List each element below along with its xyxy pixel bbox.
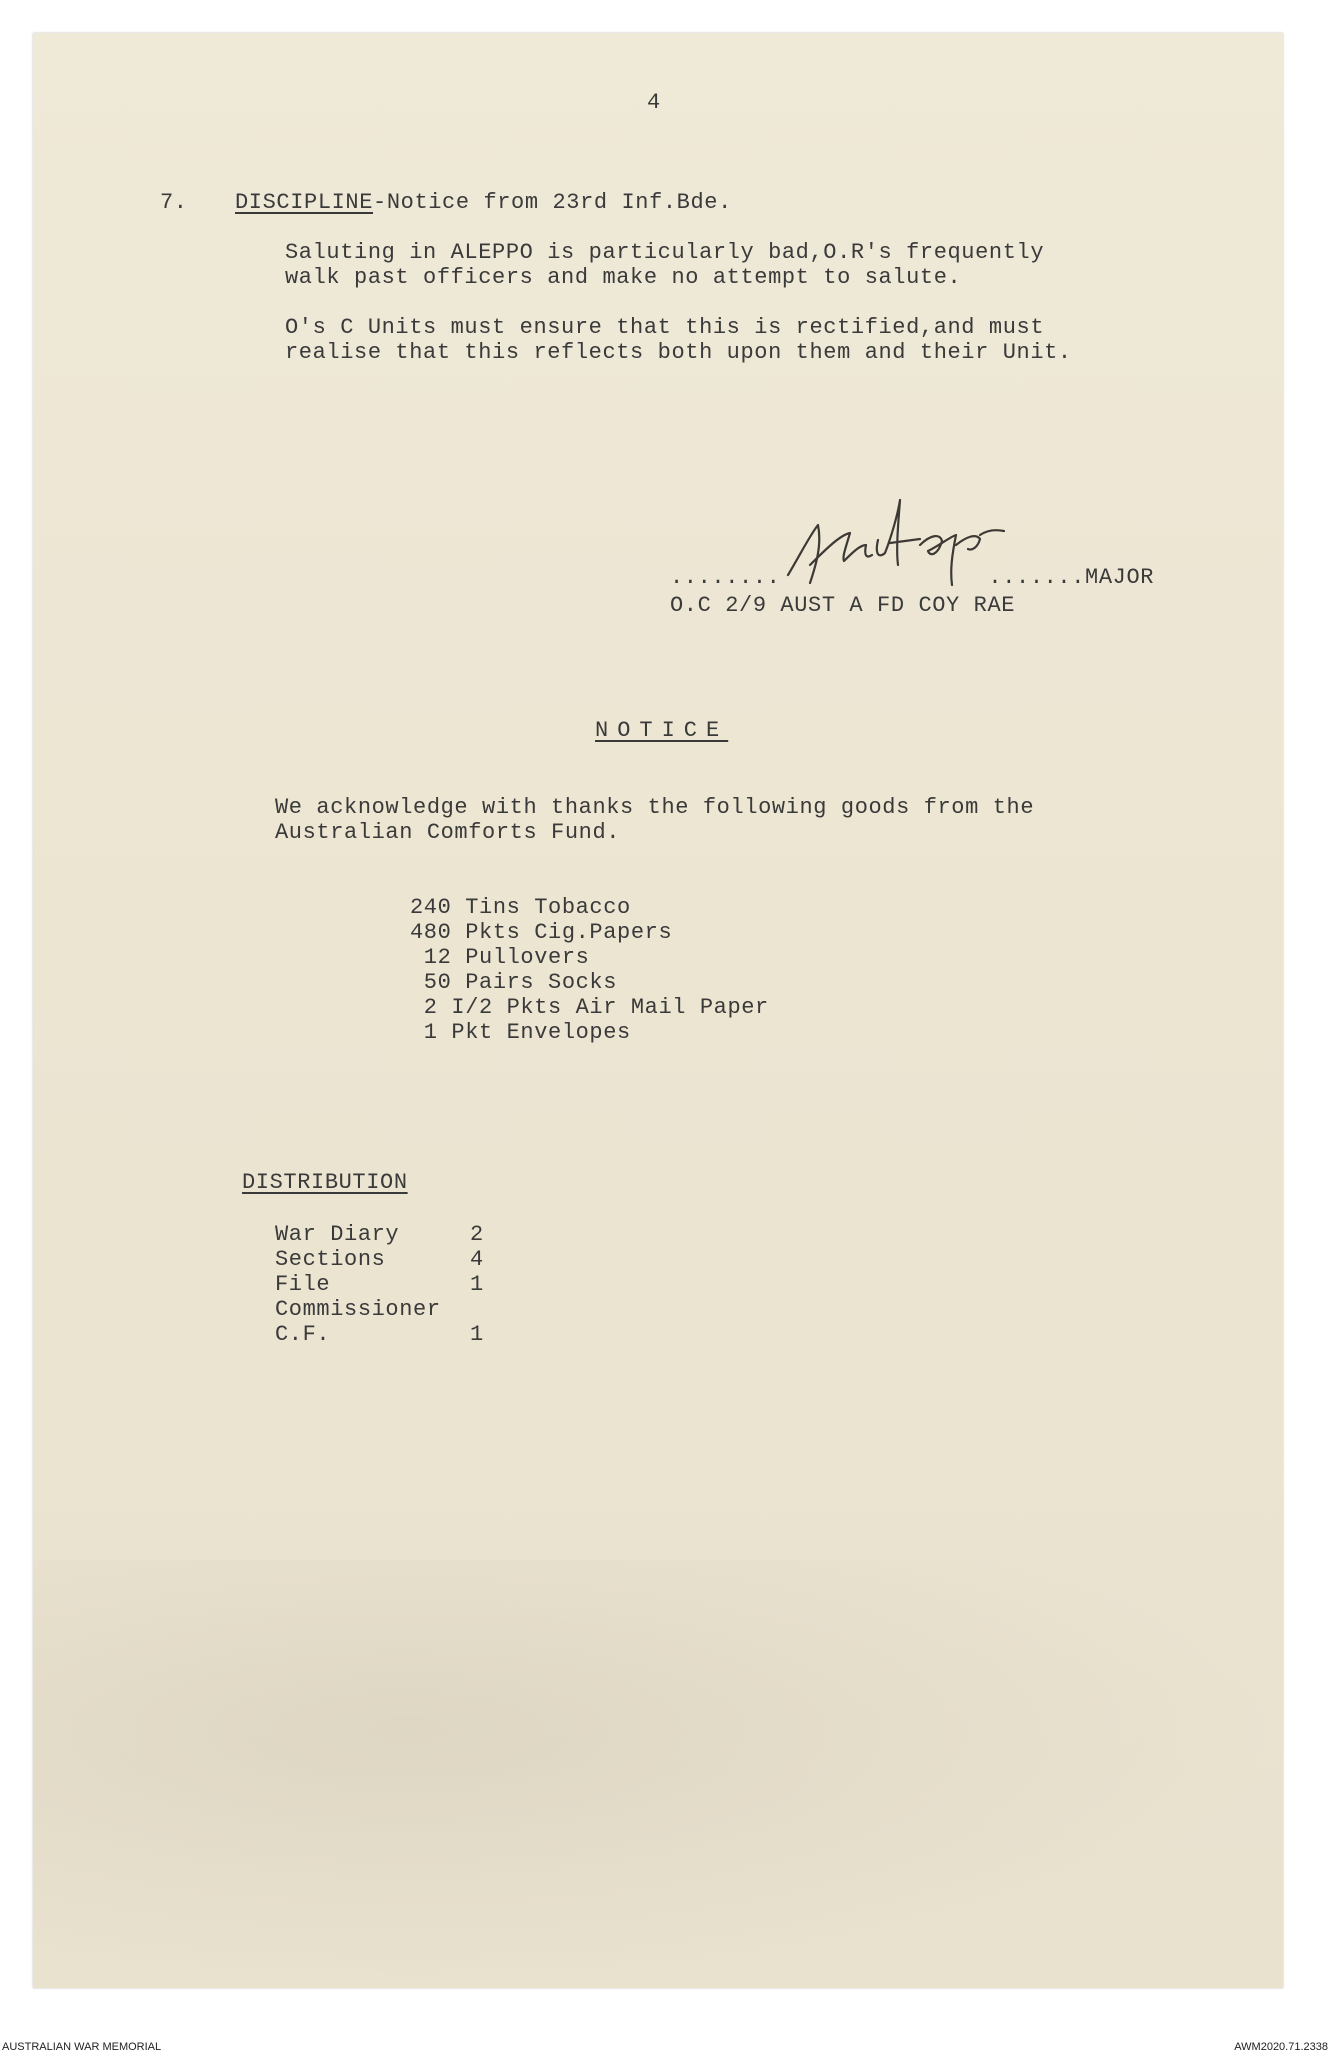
footer-institution: AUSTRALIAN WAR MEMORIAL [2,2041,162,2053]
list-item: 50 Pairs Socks [410,970,618,995]
notice-title: NOTICE [595,718,729,743]
signature-dots-left: ........ [670,565,781,590]
distribution-label: File [275,1272,331,1297]
distribution-label: Commissioner [275,1297,441,1322]
list-item: 12 Pullovers [410,945,590,970]
distribution-label: Sections [275,1247,386,1272]
item-heading-rest: -Notice from 23rd Inf.Bde. [373,190,732,215]
distribution-title: DISTRIBUTION [242,1170,408,1195]
item-heading [235,190,732,215]
signature-rank: MAJOR [1085,565,1155,590]
list-item: 2 I/2 Pkts Air Mail Paper [410,995,769,1020]
para1-line1: Saluting in ALEPPO is particularly bad,O.R's frequently [285,240,1045,265]
list-item: 1 Pkt Envelopes [410,1020,631,1045]
para2-line2: realise that this reflects both upon them and their Unit. [285,340,1072,365]
distribution-count: 4 [470,1247,484,1272]
para2-line1: O's C Units must ensure that this is rectified,and must [285,315,1045,340]
list-item: 480 Pkts Cig.Papers [410,920,673,945]
list-item: 240 Tins Tobacco [410,895,631,920]
distribution-label: War Diary [275,1222,400,1247]
distribution-count: 1 [470,1322,484,1347]
item-heading-underlined: DISCIPLINE [235,190,374,215]
para1-line2: walk past officers and make no attempt to salute. [285,265,962,290]
distribution-count: 1 [470,1272,484,1297]
notice-intro-line1: We acknowledge with thanks the following goods from the [275,795,1035,820]
notice-intro-line2: Australian Comforts Fund. [275,820,621,845]
signature-dots-right: ....... [988,565,1086,590]
distribution-count: 2 [470,1222,484,1247]
signature-unit: O.C 2/9 AUST A FD COY RAE [670,593,1016,618]
distribution-label: C.F. [275,1322,331,1347]
footer-accession-number: AWM2020.71.2338 [1234,2041,1328,2053]
item-number: 7. [160,190,188,215]
page-number: 4 [647,90,661,115]
handwritten-signature [780,495,1010,590]
